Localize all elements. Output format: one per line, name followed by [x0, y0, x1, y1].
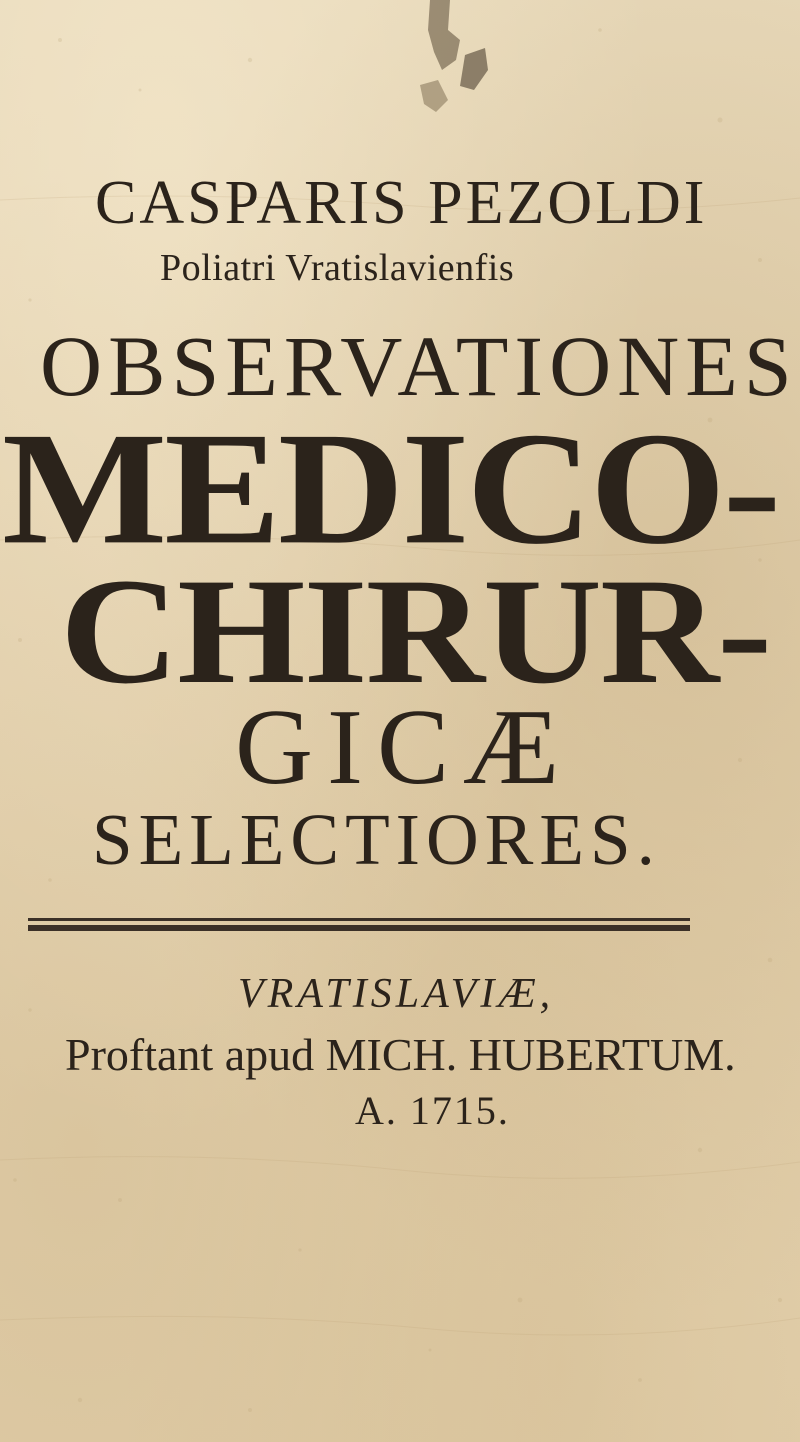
divider-rule-thick — [28, 925, 690, 931]
imprint-printer: Proftant apud MICH. HUBERTUM. — [65, 1029, 736, 1080]
divider-rule-thin — [28, 918, 690, 921]
author-name: CASPARIS PEZOLDI — [95, 169, 708, 237]
title-line-gicae: GICÆ — [235, 688, 574, 807]
imprint-year: A. 1715. — [355, 1088, 510, 1133]
author-description: Poliatri Vratislavienfis — [160, 247, 515, 289]
imprint-place: VRATISLAVIÆ, — [238, 971, 555, 1017]
title-line-selectiores: SELECTIORES. — [92, 799, 661, 880]
title-line-medico: MEDICO- — [2, 398, 779, 578]
ink-stain — [390, 0, 520, 130]
title-line-observationes: OBSERVATIONES — [40, 318, 798, 414]
title-line-chirur: CHIRUR- — [60, 546, 771, 716]
